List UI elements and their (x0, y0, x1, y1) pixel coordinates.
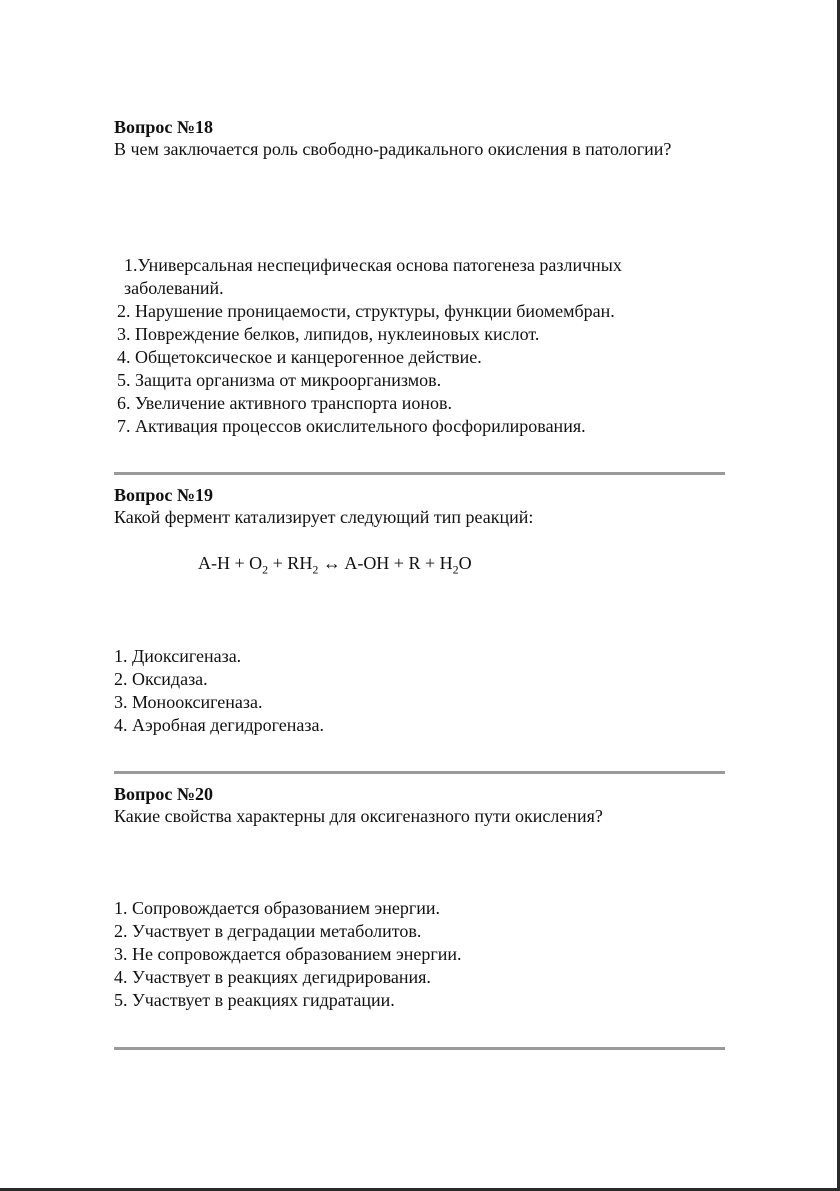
separator-rule (114, 1047, 725, 1050)
question-18-text: В чем заключается роль свободно-радикального окисления в патологии? (114, 139, 672, 159)
question-19-text: Какой фермент катализирует следующий тип реакций: (114, 507, 534, 527)
answer-19-3: 3. Монооксигеназа. (114, 692, 263, 712)
answer-19-1: 1. Диоксигеназа. (114, 646, 242, 666)
question-18-answers (114, 254, 714, 438)
answer-19-4: 4. Аэробная дегидрогеназа. (114, 715, 324, 735)
answer-18-4: 4. Общетоксическое и канцерогенное действие. (117, 347, 482, 367)
answer-20-1: 1. Сопровождается образованием энергии. (114, 898, 441, 918)
question-20-title: Вопрос №20 (114, 784, 213, 804)
answer-18-5: 5. Защита организма от микроорганизмов. (117, 370, 442, 390)
separator-rule (114, 472, 725, 475)
answer-20-4: 4. Участвует в реакциях дегидрирования. (114, 967, 431, 987)
separator-rule (114, 771, 725, 774)
answer-20-3: 3. Не сопровождается образованием энергии. (114, 944, 462, 964)
reaction-formula: $A-H + O_2 + RH_2$ ↔ $A-OH + R + H_2O$ (198, 553, 472, 577)
question-20-text: Какие свойства характерны для оксигеназного пути окисления? (114, 806, 603, 826)
question-18-title: Вопрос №18 (114, 117, 213, 137)
answer-18-6: 6. Увеличение активного транспорта ионов. (117, 393, 453, 413)
answer-18-7: 7. Активация процессов окислительного фосфорилирования. (117, 416, 586, 436)
answer-18-1: 1.Универсальная неспецифическая основа патогенеза различных заболеваний. (124, 255, 622, 298)
answer-18-3: 3. Повреждение белков, липидов, нуклеиновых кислот. (117, 324, 540, 344)
question-20-answers (114, 897, 714, 1012)
answer-19-2: 2. Оксидаза. (114, 669, 208, 689)
answer-18-2: 2. Нарушение проницаемости, структуры, функции биомембран. (117, 301, 615, 321)
answer-20-5: 5. Участвует в реакциях гидратации. (114, 990, 395, 1010)
question-19-title: Вопрос №19 (114, 485, 213, 505)
question-19-answers (114, 645, 714, 737)
answer-20-2: 2. Участвует в деградации метаболитов. (114, 921, 422, 941)
